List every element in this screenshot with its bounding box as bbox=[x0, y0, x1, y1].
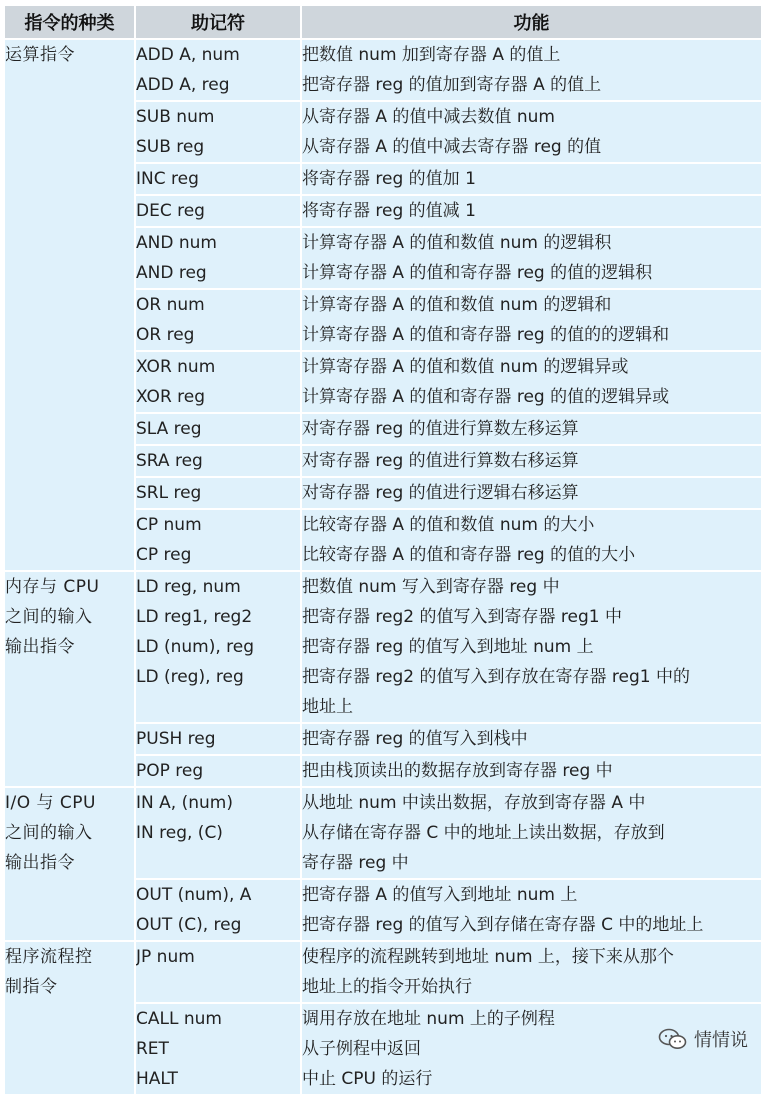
mnemonic: SLA reg bbox=[136, 419, 202, 439]
mnemonic-cell bbox=[135, 195, 301, 227]
mnemonic-cell bbox=[135, 289, 301, 351]
mnemonic: POP reg bbox=[136, 761, 204, 781]
mnemonic-spacer bbox=[136, 692, 300, 722]
mnemonic: OR num bbox=[136, 295, 205, 315]
mnemonic: RET bbox=[136, 1039, 169, 1059]
header-mnemonic: 助记符 bbox=[135, 6, 301, 39]
function-cell bbox=[301, 941, 761, 1003]
function-cell bbox=[301, 477, 761, 509]
function-description: 把寄存器 reg 的值写入到地址 num 上 bbox=[302, 637, 594, 657]
mnemonic-cell bbox=[135, 163, 301, 195]
function-description: 对寄存器 reg 的值进行逻辑右移运算 bbox=[302, 483, 579, 503]
function-description: 从存储在寄存器 C 中的地址上读出数据，存放到 bbox=[302, 823, 665, 843]
mnemonic: SUB num bbox=[136, 107, 215, 127]
function-description: 地址上 bbox=[302, 697, 353, 717]
function-cell bbox=[301, 163, 761, 195]
mnemonic-cell bbox=[135, 879, 301, 941]
mnemonic: XOR num bbox=[136, 357, 216, 377]
function-description: 计算寄存器 A 的值和寄存器 reg 的值的逻辑积 bbox=[302, 263, 653, 283]
function-description: 把由栈顶读出的数据存放到寄存器 reg 中 bbox=[302, 761, 613, 781]
mnemonic-cell bbox=[135, 39, 301, 101]
function-description: 从寄存器 A 的值中减去数值 num bbox=[302, 107, 555, 127]
mnemonic-cell bbox=[135, 787, 301, 879]
function-cell bbox=[301, 571, 761, 723]
function-description: 把数值 num 加到寄存器 A 的值上 bbox=[302, 45, 561, 65]
function-description: 寄存器 reg 中 bbox=[302, 853, 409, 873]
mnemonic: PUSH reg bbox=[136, 729, 216, 749]
function-description: 比较寄存器 A 的值和数值 num 的大小 bbox=[302, 515, 595, 535]
table-row bbox=[5, 941, 761, 1003]
function-description: 对寄存器 reg 的值进行算数右移运算 bbox=[302, 451, 579, 471]
function-description: 计算寄存器 A 的值和数值 num 的逻辑积 bbox=[302, 233, 612, 253]
table-row bbox=[5, 571, 761, 723]
mnemonic: INC reg bbox=[136, 169, 199, 189]
function-description: 对寄存器 reg 的值进行算数左移运算 bbox=[302, 419, 579, 439]
mnemonic-cell bbox=[135, 1003, 301, 1094]
function-cell bbox=[301, 413, 761, 445]
function-description: 把寄存器 reg2 的值写入到寄存器 reg1 中 bbox=[302, 607, 622, 627]
header-function: 功能 bbox=[301, 6, 761, 39]
mnemonic: SRL reg bbox=[136, 483, 202, 503]
category-label: 之间的输入 bbox=[5, 823, 93, 843]
category-cell bbox=[5, 571, 135, 787]
category-cell bbox=[5, 787, 135, 941]
function-cell bbox=[301, 445, 761, 477]
function-description: 把数值 num 写入到寄存器 reg 中 bbox=[302, 577, 560, 597]
function-description: 把寄存器 reg2 的值写入到存放在寄存器 reg1 中的 bbox=[302, 667, 690, 687]
mnemonic-spacer bbox=[136, 972, 300, 1002]
mnemonic: LD reg, num bbox=[136, 577, 241, 597]
mnemonic-spacer bbox=[136, 848, 300, 878]
mnemonic: SRA reg bbox=[136, 451, 203, 471]
mnemonic: LD (reg), reg bbox=[136, 667, 244, 687]
function-description: 比较寄存器 A 的值和寄存器 reg 的值的大小 bbox=[302, 545, 636, 565]
mnemonic-cell bbox=[135, 351, 301, 413]
function-cell bbox=[301, 195, 761, 227]
mnemonic-cell bbox=[135, 941, 301, 1003]
mnemonic: CP reg bbox=[136, 545, 192, 565]
category-label: I/O 与 CPU bbox=[5, 793, 96, 813]
function-description: 从寄存器 A 的值中减去寄存器 reg 的值 bbox=[302, 137, 602, 157]
function-description: 使程序的流程跳转到地址 num 上，接下来从那个 bbox=[302, 947, 674, 967]
function-description: 将寄存器 reg 的值减 1 bbox=[302, 201, 476, 221]
instruction-table bbox=[5, 6, 761, 1094]
function-description: 地址上的指令开始执行 bbox=[302, 977, 472, 997]
function-cell bbox=[301, 351, 761, 413]
header-category: 指令的种类 bbox=[5, 6, 135, 39]
function-description: 中止 CPU 的运行 bbox=[302, 1069, 433, 1089]
mnemonic: DEC reg bbox=[136, 201, 205, 221]
category-label: 制指令 bbox=[5, 977, 58, 997]
table-body bbox=[5, 39, 761, 1094]
mnemonic-cell bbox=[135, 101, 301, 163]
mnemonic: AND reg bbox=[136, 263, 207, 283]
mnemonic: LD reg1, reg2 bbox=[136, 607, 253, 627]
function-description: 把寄存器 reg 的值写入到存储在寄存器 C 中的地址上 bbox=[302, 915, 704, 935]
mnemonic-cell bbox=[135, 477, 301, 509]
mnemonic-cell bbox=[135, 509, 301, 571]
mnemonic: ADD A, reg bbox=[136, 75, 230, 95]
function-description: 从地址 num 中读出数据，存放到寄存器 A 中 bbox=[302, 793, 646, 813]
function-cell bbox=[301, 39, 761, 101]
mnemonic: HALT bbox=[136, 1069, 178, 1089]
function-cell bbox=[301, 879, 761, 941]
function-cell bbox=[301, 101, 761, 163]
mnemonic: AND num bbox=[136, 233, 217, 253]
function-description: 把寄存器 reg 的值写入到栈中 bbox=[302, 729, 528, 749]
table-row bbox=[5, 39, 761, 101]
watermark bbox=[658, 1026, 748, 1052]
mnemonic-cell bbox=[135, 413, 301, 445]
table-header bbox=[5, 6, 761, 39]
watermark-text: 情情说 bbox=[694, 1030, 748, 1051]
category-label: 输出指令 bbox=[5, 853, 75, 873]
table-row bbox=[5, 787, 761, 879]
mnemonic: ADD A, num bbox=[136, 45, 240, 65]
function-cell bbox=[301, 787, 761, 879]
mnemonic: IN A, (num) bbox=[136, 793, 233, 813]
mnemonic: IN reg, (C) bbox=[136, 823, 223, 843]
mnemonic: OR reg bbox=[136, 325, 195, 345]
function-cell bbox=[301, 227, 761, 289]
function-description: 从子例程中返回 bbox=[302, 1039, 421, 1059]
category-label: 内存与 CPU bbox=[5, 577, 100, 597]
mnemonic: OUT (num), A bbox=[136, 885, 252, 905]
category-label: 输出指令 bbox=[5, 637, 75, 657]
function-description: 把寄存器 A 的值写入到地址 num 上 bbox=[302, 885, 578, 905]
mnemonic-cell bbox=[135, 723, 301, 755]
function-description: 计算寄存器 A 的值和寄存器 reg 的值的的逻辑和 bbox=[302, 325, 670, 345]
function-description: 调用存放在地址 num 上的子例程 bbox=[302, 1009, 555, 1029]
mnemonic: LD (num), reg bbox=[136, 637, 255, 657]
function-cell bbox=[301, 755, 761, 787]
function-cell bbox=[301, 509, 761, 571]
mnemonic: XOR reg bbox=[136, 387, 206, 407]
page bbox=[5, 6, 761, 1094]
wechat-icon bbox=[658, 1028, 688, 1050]
mnemonic-cell bbox=[135, 227, 301, 289]
mnemonic-cell bbox=[135, 445, 301, 477]
category-label: 之间的输入 bbox=[5, 607, 93, 627]
function-description: 把寄存器 reg 的值加到寄存器 A 的值上 bbox=[302, 75, 602, 95]
mnemonic: JP num bbox=[136, 947, 195, 967]
mnemonic: CALL num bbox=[136, 1009, 222, 1029]
function-description: 计算寄存器 A 的值和数值 num 的逻辑异或 bbox=[302, 357, 629, 377]
category-label: 程序流程控 bbox=[5, 947, 93, 967]
mnemonic-cell bbox=[135, 755, 301, 787]
function-description: 计算寄存器 A 的值和寄存器 reg 的值的逻辑异或 bbox=[302, 387, 670, 407]
mnemonic: SUB reg bbox=[136, 137, 205, 157]
mnemonic-cell bbox=[135, 571, 301, 723]
function-cell bbox=[301, 723, 761, 755]
category-label: 运算指令 bbox=[5, 45, 75, 65]
mnemonic: OUT (C), reg bbox=[136, 915, 242, 935]
function-description: 计算寄存器 A 的值和数值 num 的逻辑和 bbox=[302, 295, 612, 315]
function-cell bbox=[301, 289, 761, 351]
function-description: 将寄存器 reg 的值加 1 bbox=[302, 169, 476, 189]
mnemonic: CP num bbox=[136, 515, 202, 535]
category-cell bbox=[5, 941, 135, 1094]
category-cell bbox=[5, 39, 135, 571]
